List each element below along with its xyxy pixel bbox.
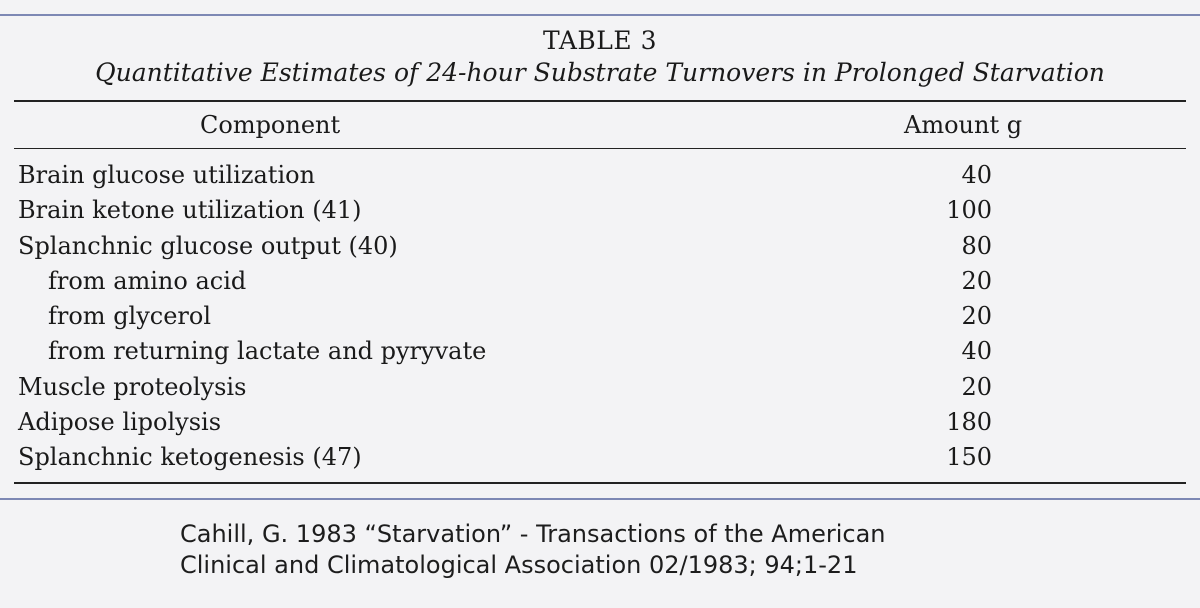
bottom-frame-line <box>0 498 1200 500</box>
row-label: from amino acid <box>48 266 247 295</box>
row-label: Splanchnic glucose output (40) <box>18 231 398 260</box>
table-row <box>14 334 1186 369</box>
table-row <box>14 193 1186 228</box>
row-value: 20 <box>961 372 992 401</box>
row-value: 40 <box>961 337 992 366</box>
citation <box>180 519 1080 581</box>
table-row <box>14 264 1186 299</box>
table-row <box>14 229 1186 264</box>
table-body <box>14 149 1186 476</box>
header-component: Component <box>200 111 341 139</box>
row-label: Splanchnic ketogenesis (47) <box>18 443 362 472</box>
row-label: Adipose lipolysis <box>18 408 222 437</box>
citation-line-1: Cahill, G. 1983 “Starvation” - Transactions of the American <box>180 520 886 548</box>
table-header-row <box>14 102 1186 148</box>
table-title: TABLE 3 <box>543 26 657 55</box>
row-label: Brain ketone utilization (41) <box>18 196 362 225</box>
table-row <box>14 158 1186 193</box>
data-table <box>14 18 1186 484</box>
row-value: 100 <box>946 196 992 225</box>
table-bottom-rule <box>14 482 1186 484</box>
table-row <box>14 299 1186 334</box>
row-value: 150 <box>946 443 992 472</box>
header-amount: Amount g <box>904 111 1023 139</box>
table-row <box>14 440 1186 475</box>
top-frame-line <box>0 14 1200 16</box>
row-value: 40 <box>961 161 992 189</box>
row-value: 20 <box>961 266 992 295</box>
row-label: Muscle proteolysis <box>18 372 247 401</box>
citation-line-2: Clinical and Climatological Association 02/1983; 94;1-21 <box>180 551 858 579</box>
table-row <box>14 370 1186 405</box>
row-value: 180 <box>946 408 992 437</box>
row-label: from glycerol <box>48 302 212 331</box>
table-row <box>14 405 1186 440</box>
row-label: from returning lactate and pyryvate <box>48 337 487 366</box>
table-subtitle: Quantitative Estimates of 24-hour Substrate Turnovers in Prolonged Starvation <box>95 58 1105 87</box>
row-label: Brain glucose utilization <box>18 161 316 189</box>
row-value: 20 <box>961 302 992 331</box>
row-value: 80 <box>961 231 992 260</box>
